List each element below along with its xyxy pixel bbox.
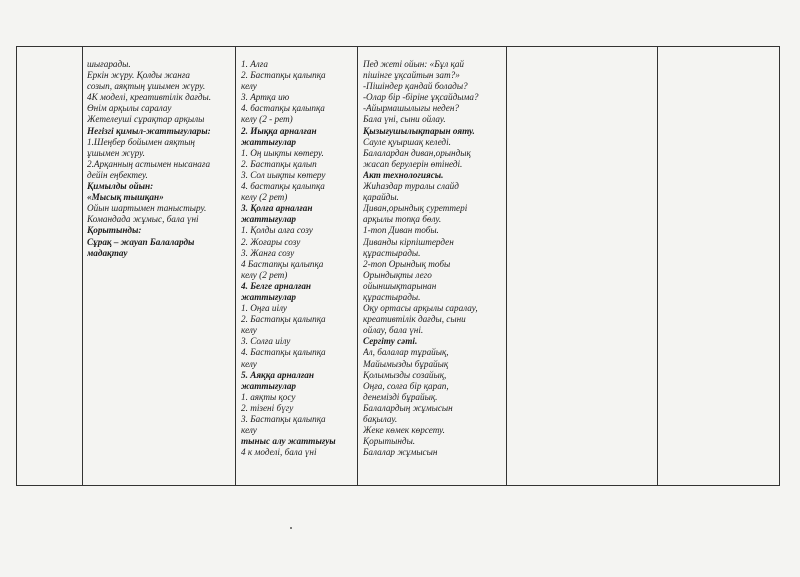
text-line: Ал, балалар тұрайық, [363,347,449,358]
text-line: жасап берулерін өтінеді. [363,158,463,169]
text-line: Қорытынды: [87,225,142,236]
text-line: Акт технологиясы. [363,169,444,180]
text-line: Сергіту сәті. [363,336,418,347]
text-line: Ойын шартымен таныстыру. [87,203,207,214]
column-divider [235,47,236,485]
lesson-plan-table [16,46,780,486]
text-line: келу (2 рет) [241,192,288,203]
text-line: 1. аяқты қосу [241,391,296,402]
text-line: Жетелеуші сұрақтар арқылы [87,114,205,125]
text-line: Өнім арқылы саралау [87,103,172,114]
text-line: құрастырады. [363,291,421,302]
text-line: Балалардан диван,орындық [363,147,471,158]
column-activity [87,59,233,485]
text-line: Оқу ортасы арқылы саралау, [363,303,478,314]
text-line: «Мысық тышқан» [87,192,164,203]
text-line: 3. Жанға созу [241,247,295,258]
text-line: -Айырмашылығы неден? [363,103,459,114]
text-line: келу [241,325,257,336]
text-line: 1.Шеңбер бойымен аяқтың [87,136,195,147]
text-line: дейін еңбектеу. [87,169,148,180]
text-line: 2. Бастапқы қалыпқа [241,70,326,81]
text-line: Диванды кірпіштерден [363,236,454,247]
text-line: созып, аяқтың ұшымен жүру. [87,81,206,92]
text-line: -Пішіндер қандай болады? [363,81,468,92]
text-line: 4. Бастапқы қалыпқа [241,347,326,358]
text-line: 5. Аяққа арналған [241,369,314,380]
text-line: келу [241,358,257,369]
text-line: шығарады. [87,59,131,69]
text-line: 1-топ Диван тобы. [363,225,439,236]
text-line: креативтілік дағды, сыни [363,314,466,325]
text-line: жаттығулар [241,214,297,225]
text-line: Еркін жүру. Қолды жанға [87,70,191,81]
text-line: Орындықты лего [363,269,432,280]
text-line: ұшымен жүру. [87,147,145,158]
text-line: жаттығулар [241,291,297,302]
text-line: 4. бастапқы қалыпқа [241,181,325,192]
text-line: Майымызды бұрайық [363,358,449,369]
text-line: 2.Арқанның астымен нысанаға [87,158,211,169]
column-divider [357,47,358,485]
text-line: 4. Белге арналған [241,280,312,291]
text-line: Сауле қуыршақ келеді. [363,136,451,147]
text-line: 4. бастапқы қалыпқа [241,103,325,114]
text-line: денемізді бұрайық. [363,391,438,402]
text-line: жаттығулар [241,136,297,147]
text-line: 2. тізені бүгу [241,402,294,413]
text-line: пішінге ұқсайтын зат?» [363,70,460,81]
text-line: Балалардың жұмысын [363,402,453,413]
text-line: 3. Қолға арналған [241,203,313,214]
column-divider [657,47,658,485]
text-line: Оңға, солға бір қарап, [363,380,449,391]
text-line: 2. Бастапқы қалыпқа [241,314,326,325]
text-line: арқылы топқа бөлу. [363,214,442,225]
column-teacher-actions [363,59,505,485]
text-line: Командада жұмыс, бала үні [87,214,199,225]
column-empty-2 [662,59,778,485]
text-line: 4К моделі, креативтілік дағды. [87,92,212,103]
scan-speck [290,527,292,529]
text-line: Сұрақ – жауап Балаларды [87,236,195,247]
text-line: 2. Жоғары созу [241,236,301,247]
text-line: келу (2 рет) [241,269,288,280]
text-line: 4 к моделі, бала үні [241,447,317,458]
text-line: Негізгі қимыл-жаттығулары: [87,125,211,136]
text-line: бақылау. [363,414,398,424]
text-line: 2-топ Орындық тобы [363,258,451,269]
text-line: жаттығулар [241,380,297,391]
text-line: Қолымызды созайық, [363,369,447,380]
text-line: 3. Бастапқы қалыпқа [241,414,326,424]
text-line: 4 Бастапқы қалыпқа [241,258,324,269]
text-line: Пед жеті ойын: «Бұл қай [363,59,465,69]
text-line: Балалар жұмысын [363,447,438,458]
text-line: 1. Алға [241,59,268,69]
column-exercises [241,59,355,485]
text-line: ойыншықтарынан [363,280,437,291]
text-line: 1. Оң иықты көтеру. [241,147,324,158]
column-divider [506,47,507,485]
text-line: 3. Солға иілу [241,336,291,347]
text-line: қарайды. [363,192,399,203]
text-line: 2. Бастапқы қалып [241,158,317,169]
text-line: келу [241,425,257,436]
text-line: -Олар бір -біріне ұқсайдыма? [363,92,479,103]
text-line: тыныс алу жаттығуы [241,436,336,447]
text-line: Қызығушылықтарын ояту. [363,125,475,136]
text-line: 3. Артқа ию [241,92,290,103]
text-line: 1. Қолды алға созу [241,225,313,236]
text-line: құрастырады. [363,247,421,258]
text-line: 1. Оңға иілу [241,303,287,314]
text-line: мадақтау [87,247,128,258]
column-empty-1 [511,59,655,485]
text-line: 2. Иыққа арналған [241,125,317,136]
text-line: келу (2 - рет) [241,114,293,125]
text-line: Жеке көмек көрсету. [363,425,445,436]
text-line: Диван,орындық суреттері [363,203,468,214]
column-divider [82,47,83,485]
text-line: Қорытынды. [363,436,416,447]
text-line: келу [241,81,257,92]
text-line: Жиһаздар туралы слайд [363,181,459,192]
text-line: 3. Сол иықты көтеру [241,169,326,180]
text-line: ойлау, бала үні. [363,325,424,336]
text-line: Бала үні, сыни ойлау. [363,114,446,125]
text-line: Қимылды ойын: [87,181,154,192]
